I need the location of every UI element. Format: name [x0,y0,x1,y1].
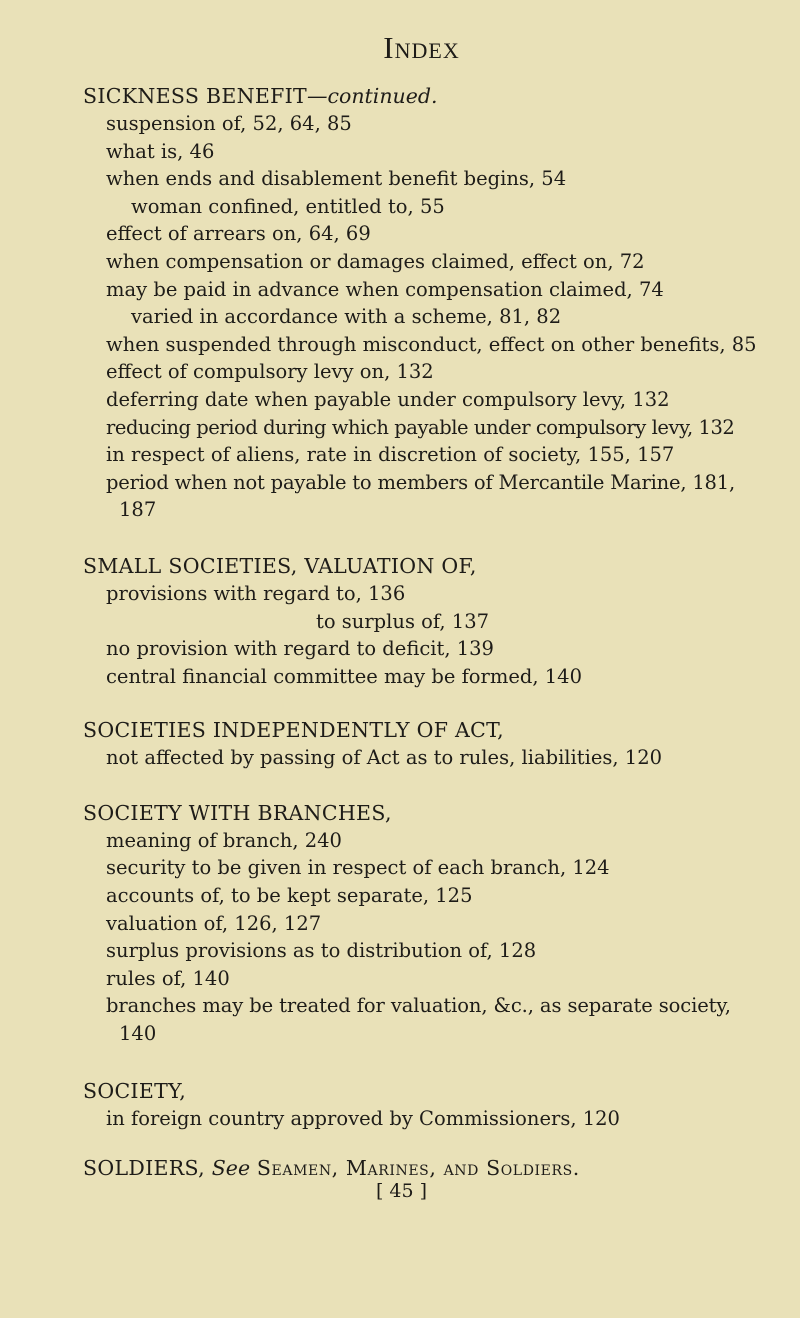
subentry: effect of arrears on, 64, 69 [106,222,371,246]
subentry: varied in accordance with a scheme, 81, 82 [131,305,562,329]
page-title: Index [383,30,460,65]
subentry: meaning of branch, 240 [106,828,342,852]
subentry: accounts of, to be kept separate, 125 [106,884,473,908]
entry-heading-continued: —continued. [307,84,438,108]
subentry: provisions with regard to, 136 [106,581,406,605]
subentry: central financial committee may be formed, 140 [106,664,582,688]
entry-heading: SOCIETIES INDEPENDENTLY OF ACT, [83,718,504,743]
subentry: in respect of aliens, rate in discretion of society, 155, 157 [106,443,675,467]
page-header [83,28,760,68]
subentry: effect of compulsory levy on, 132 [106,360,434,384]
subentry-continuation: 140 [119,1022,157,1046]
index-entry-small-societies [83,552,760,690]
subentry-nested: to surplus of, 137 [316,609,490,633]
entry-heading-text: SICKNESS BENEFIT [83,84,308,108]
entry-heading: SMALL SOCIETIES, VALUATION OF, [83,553,477,578]
subentry: what is, 46 [106,139,215,163]
index-entry-society [83,1077,760,1133]
subentry: branches may be treated for valuation, &c., as separate society, [106,994,731,1018]
subentry: deferring date when payable under compulsory levy, 132 [106,387,670,411]
subentry: surplus provisions as to distribution of, 128 [106,939,537,963]
subentry: not affected by passing of Act as to rules, liabilities, 120 [106,746,663,770]
page-number: [ 45 ] [375,1180,428,1203]
index-entry-societies-independently [83,716,760,772]
subentry: may be paid in advance when compensation claimed, 74 [106,277,664,301]
see-reference-target: Seamen, Marines, and Soldiers. [256,1156,580,1181]
subentry: rules of, 140 [106,966,230,990]
subentry: reducing period during which payable under compulsory levy, 132 [106,415,735,439]
subentry-continuation: 187 [119,498,157,522]
entry-heading [83,82,760,110]
subentry: when ends and disablement benefit begins, 54 [106,167,567,191]
index-entry-sickness-benefit [83,82,760,524]
see-reference-label: See [211,1156,251,1181]
entry-heading-text: SOLDIERS, [83,1156,205,1181]
subentry: security to be given in respect of each branch, 124 [106,856,610,880]
subentry: valuation of, 126, 127 [106,911,322,935]
subentry: when compensation or damages claimed, effect on, 72 [106,249,645,273]
subentry: in foreign country approved by Commissioners, 120 [106,1106,620,1130]
subentry: suspension of, 52, 64, 85 [106,112,352,135]
subentry: when suspended through misconduct, effect on other benefits, 85 [106,332,757,356]
entry-heading: SOCIETY WITH BRANCHES, [83,800,392,825]
subentry: woman confined, entitled to, 55 [131,194,445,218]
index-entry-society-with-branches [83,799,760,1048]
subentry: no provision with regard to deficit, 139 [106,637,494,661]
subentry: period when not payable to members of Mercantile Marine, 181, [106,470,735,494]
entry-heading: SOCIETY, [83,1078,187,1103]
